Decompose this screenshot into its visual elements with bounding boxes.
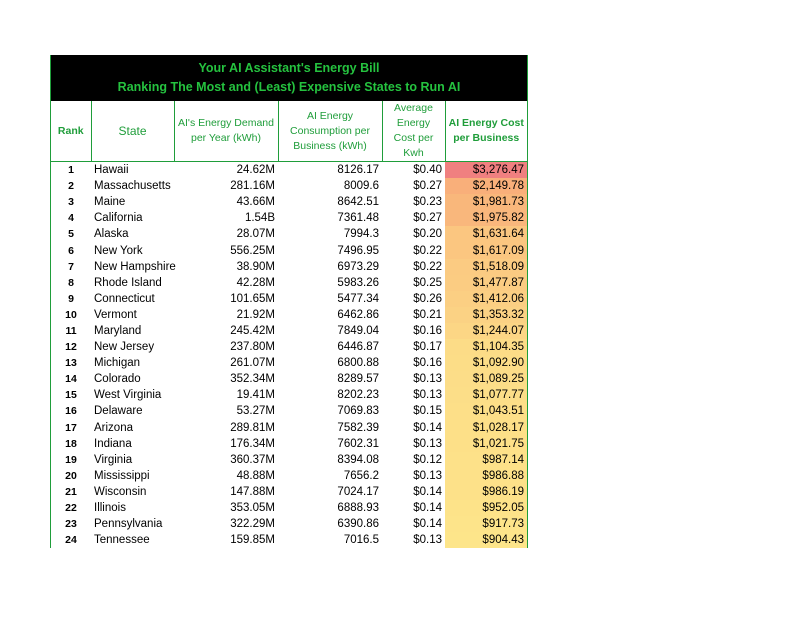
avg-cost-cell[interactable]: $0.12 [413,453,442,466]
avg-cost-cell[interactable]: $0.13 [413,469,442,482]
rank-cell[interactable]: 1 [68,164,74,177]
demand-cell[interactable]: 147.88M [230,485,275,498]
demand-cell[interactable]: 101.65M [230,292,275,305]
header-demand[interactable]: AI's Energy Demand per Year (kWh) [174,101,278,162]
consumption-cell[interactable]: 8642.51 [337,196,379,209]
ai-cost-cell[interactable]: $986.19 [445,484,527,500]
table-row[interactable] [51,178,527,194]
avg-cost-cell[interactable]: $0.16 [413,324,442,337]
rank-cell[interactable]: 5 [68,228,74,241]
consumption-cell[interactable]: 6462.86 [337,308,379,321]
rank-cell[interactable]: 7 [68,260,74,273]
ai-cost-cell[interactable]: $1,077.77 [445,387,527,403]
avg-cost-cell[interactable]: $0.14 [413,485,442,498]
demand-cell[interactable]: 556.25M [230,244,275,257]
rank-cell[interactable]: 10 [65,308,77,321]
table-row[interactable] [51,242,527,258]
header-rank[interactable]: Rank [51,101,91,162]
header-consumption[interactable]: AI Energy Consumption per Business (kWh) [278,101,382,162]
ai-cost-cell[interactable]: $1,412.06 [445,291,527,307]
header-avg-cost[interactable]: Average Energy Cost per Kwh [382,101,445,162]
ai-cost-cell[interactable]: $1,975.82 [445,210,527,226]
state-cell[interactable]: Maine [94,196,126,209]
table-row[interactable] [51,436,527,452]
demand-cell[interactable]: 352.34M [230,373,275,386]
state-cell[interactable]: Delaware [94,405,143,418]
table-row[interactable] [51,259,527,275]
avg-cost-cell[interactable]: $0.40 [413,164,442,177]
demand-cell[interactable]: 360.37M [230,453,275,466]
consumption-cell[interactable]: 8126.17 [337,164,379,177]
consumption-cell[interactable]: 8289.57 [337,373,379,386]
ai-cost-cell[interactable]: $1,089.25 [445,371,527,387]
header-row [51,101,527,162]
table-row[interactable] [51,387,527,403]
state-cell[interactable]: California [94,212,143,225]
avg-cost-cell[interactable]: $0.13 [413,389,442,402]
consumption-cell[interactable]: 7069.83 [337,405,379,418]
consumption-cell[interactable]: 6390.86 [337,518,379,531]
table-row[interactable] [51,355,527,371]
demand-cell[interactable]: 159.85M [230,534,275,547]
avg-cost-cell[interactable]: $0.23 [413,196,442,209]
ai-cost-cell[interactable]: $1,617.09 [445,242,527,258]
demand-cell[interactable]: 43.66M [236,196,275,209]
ai-cost-cell[interactable]: $1,244.07 [445,323,527,339]
table-row[interactable] [51,339,527,355]
rank-cell[interactable]: 6 [68,244,74,257]
state-cell[interactable]: West Virginia [94,389,162,402]
ai-cost-cell[interactable]: $917.73 [445,516,527,532]
avg-cost-cell[interactable]: $0.14 [413,421,442,434]
ai-cost-cell[interactable]: $2,149.78 [445,178,527,194]
consumption-cell[interactable]: 6800.88 [337,357,379,370]
table-row[interactable] [51,516,527,532]
ai-cost-cell[interactable]: $1,021.75 [445,436,527,452]
avg-cost-cell[interactable]: $0.15 [413,405,442,418]
table-row[interactable] [51,226,527,242]
consumption-cell[interactable]: 7582.39 [337,421,379,434]
state-cell[interactable]: Virginia [94,453,133,466]
consumption-cell[interactable]: 8202.23 [337,389,379,402]
demand-cell[interactable]: 21.92M [236,308,275,321]
rank-cell[interactable]: 15 [65,389,77,402]
rank-cell[interactable]: 18 [65,437,77,450]
avg-cost-cell[interactable]: $0.13 [413,373,442,386]
demand-cell[interactable]: 1.54B [244,212,275,225]
demand-cell[interactable]: 281.16M [230,180,275,193]
avg-cost-cell[interactable]: $0.14 [413,502,442,515]
state-cell[interactable]: New York [94,244,143,257]
state-cell[interactable]: Mississippi [94,469,150,482]
consumption-cell[interactable]: 7602.31 [337,437,379,450]
ai-cost-cell[interactable]: $1,104.35 [445,339,527,355]
table-row[interactable] [51,162,527,179]
rank-cell[interactable]: 24 [65,534,77,547]
rank-cell[interactable]: 19 [65,453,77,466]
header-ai-cost[interactable]: AI Energy Cost per Business [445,101,527,162]
title-line-1: Your AI Assistant's Energy Bill [198,61,380,75]
state-cell[interactable]: Vermont [94,308,137,321]
demand-cell[interactable]: 245.42M [230,324,275,337]
rank-cell[interactable]: 22 [65,502,77,515]
table-row[interactable] [51,194,527,210]
table-row[interactable] [51,484,527,500]
avg-cost-cell[interactable]: $0.16 [413,357,442,370]
avg-cost-cell[interactable]: $0.14 [413,518,442,531]
table-row[interactable] [51,532,527,548]
avg-cost-cell[interactable]: $0.22 [413,260,442,273]
table-row[interactable] [51,500,527,516]
avg-cost-cell[interactable]: $0.26 [413,292,442,305]
consumption-cell[interactable]: 7656.2 [343,469,379,482]
consumption-cell[interactable]: 7016.5 [343,534,379,547]
state-cell[interactable]: Colorado [94,373,141,386]
title-line-2: Ranking The Most and (Least) Expensive States to Run AI [117,80,461,94]
consumption-cell[interactable]: 7994.3 [343,228,379,241]
demand-cell[interactable]: 353.05M [230,502,275,515]
rank-cell[interactable]: 11 [65,324,77,337]
table-row[interactable] [51,291,527,307]
avg-cost-cell[interactable]: $0.21 [413,308,442,321]
avg-cost-cell[interactable]: $0.20 [413,228,442,241]
rank-cell[interactable]: 12 [65,341,77,354]
state-cell[interactable]: Hawaii [94,164,129,177]
rank-cell[interactable]: 16 [65,405,77,418]
consumption-cell[interactable]: 8394.08 [337,453,379,466]
ai-cost-cell[interactable]: $1,353.32 [445,307,527,323]
demand-cell[interactable]: 237.80M [230,341,275,354]
table-row[interactable] [51,323,527,339]
demand-cell[interactable]: 38.90M [236,260,275,273]
consumption-cell[interactable]: 7849.04 [337,324,379,337]
demand-cell[interactable]: 322.29M [230,518,275,531]
table-row[interactable] [51,420,527,436]
ai-cost-cell[interactable]: $1,631.64 [445,226,527,242]
state-cell[interactable]: Alaska [94,228,129,241]
table-row[interactable] [51,468,527,484]
rank-cell[interactable]: 2 [68,180,74,193]
state-cell[interactable]: New Hampshire [94,260,176,273]
ai-cost-cell[interactable]: $1,043.51 [445,403,527,419]
avg-cost-cell[interactable]: $0.17 [413,341,442,354]
avg-cost-cell[interactable]: $0.13 [413,534,442,547]
state-cell[interactable]: Pennsylvania [94,518,163,531]
rank-cell[interactable]: 14 [65,373,77,386]
avg-cost-cell[interactable]: $0.13 [413,437,442,450]
state-cell[interactable]: Arizona [94,421,133,434]
table-row[interactable] [51,210,527,226]
state-cell[interactable]: Wisconsin [94,485,147,498]
table-row[interactable] [51,275,527,291]
rank-cell[interactable]: 21 [65,485,77,498]
state-cell[interactable]: Connecticut [94,292,155,305]
rank-cell[interactable]: 13 [65,357,77,370]
ai-cost-cell[interactable]: $987.14 [445,452,527,468]
avg-cost-cell[interactable]: $0.27 [413,212,442,225]
table-body [51,162,527,549]
ranking-table [51,101,527,548]
demand-cell[interactable]: 261.07M [230,357,275,370]
table-row[interactable] [51,403,527,419]
demand-cell[interactable]: 24.62M [236,164,275,177]
ai-cost-cell[interactable]: $986.88 [445,468,527,484]
table-row[interactable] [51,371,527,387]
consumption-cell[interactable]: 6973.29 [337,260,379,273]
table-row[interactable] [51,307,527,323]
rank-cell[interactable]: 17 [65,421,77,434]
state-cell[interactable]: Michigan [94,357,141,370]
consumption-cell[interactable]: 5983.26 [337,276,379,289]
state-cell[interactable]: Maryland [94,324,142,337]
ai-cost-cell[interactable]: $952.05 [445,500,527,516]
avg-cost-cell[interactable]: $0.25 [413,276,442,289]
state-cell[interactable]: Illinois [94,502,126,515]
rank-cell[interactable]: 23 [65,518,77,531]
rank-cell[interactable]: 4 [68,212,74,225]
demand-cell[interactable]: 19.41M [236,389,275,402]
consumption-cell[interactable]: 8009.6 [343,180,379,193]
consumption-cell[interactable]: 6446.87 [337,341,379,354]
demand-cell[interactable]: 28.07M [236,228,275,241]
state-cell[interactable]: Rhode Island [94,276,162,289]
rank-cell[interactable]: 9 [68,292,74,305]
ai-cost-cell[interactable]: $1,981.73 [445,194,527,210]
demand-cell[interactable]: 289.81M [230,421,275,434]
state-cell[interactable]: Tennessee [94,534,150,547]
ai-cost-cell[interactable]: $1,518.09 [445,259,527,275]
consumption-cell[interactable]: 6888.93 [337,502,379,515]
state-cell[interactable]: Indiana [94,437,132,450]
consumption-cell[interactable]: 7024.17 [337,485,379,498]
demand-cell[interactable]: 42.28M [236,276,275,289]
ai-cost-cell[interactable]: $3,276.47 [445,162,527,179]
state-cell[interactable]: Massachusetts [94,180,171,193]
title-banner [51,55,527,101]
rank-cell[interactable]: 8 [68,276,74,289]
consumption-cell[interactable]: 7496.95 [337,244,379,257]
consumption-cell[interactable]: 5477.34 [337,292,379,305]
demand-cell[interactable]: 176.34M [230,437,275,450]
header-state[interactable]: State [91,101,174,162]
avg-cost-cell[interactable]: $0.22 [413,244,442,257]
ai-cost-cell[interactable]: $1,477.87 [445,275,527,291]
state-cell[interactable]: New Jersey [94,341,155,354]
ai-cost-cell[interactable]: $1,092.90 [445,355,527,371]
rank-cell[interactable]: 3 [68,196,74,209]
ai-cost-cell[interactable]: $1,028.17 [445,420,527,436]
rank-cell[interactable]: 20 [65,469,77,482]
demand-cell[interactable]: 48.88M [236,469,275,482]
ai-cost-cell[interactable]: $904.43 [445,532,527,548]
ranking-sheet [50,55,528,548]
avg-cost-cell[interactable]: $0.27 [413,180,442,193]
table-row[interactable] [51,452,527,468]
demand-cell[interactable]: 53.27M [236,405,275,418]
consumption-cell[interactable]: 7361.48 [337,212,379,225]
